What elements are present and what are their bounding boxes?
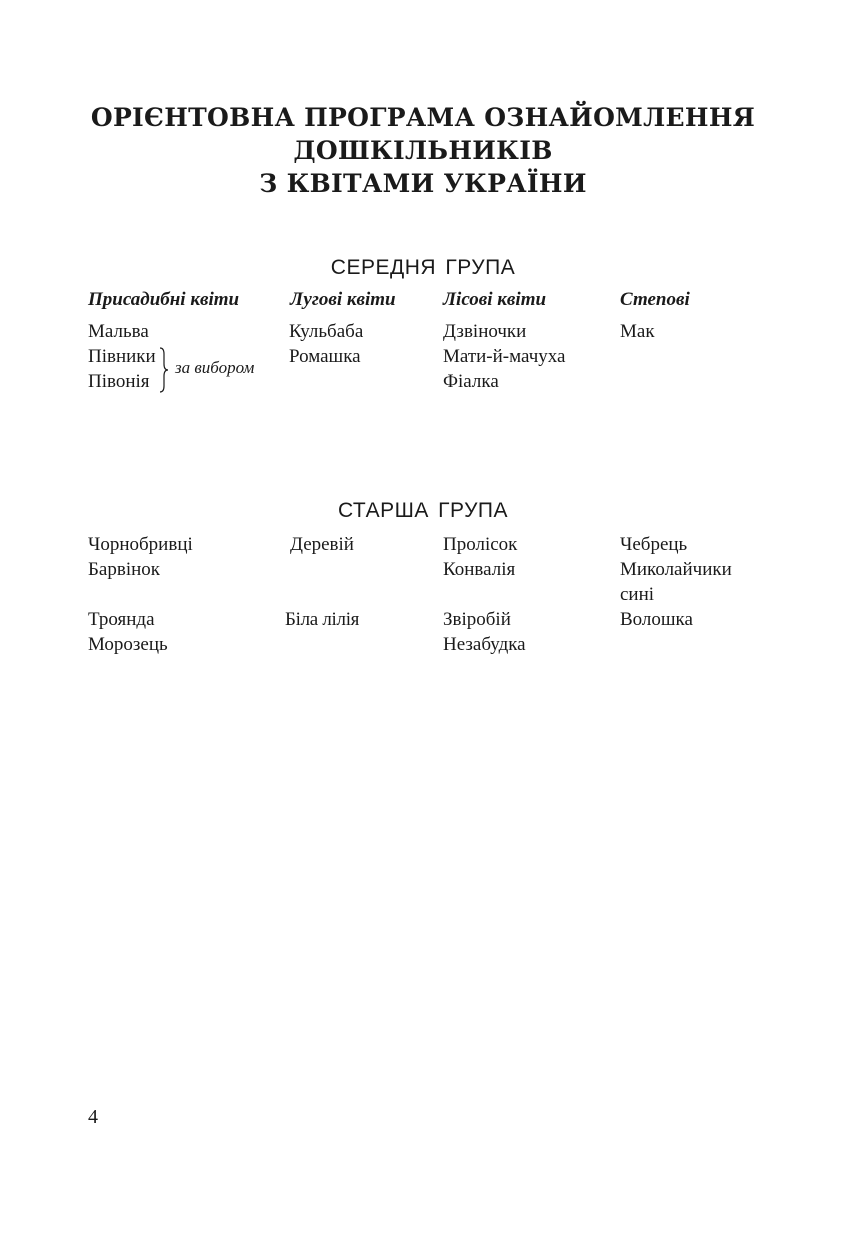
senior-group-heading: СТАРША ГРУПА bbox=[337, 499, 509, 522]
middle-meadow-item: Ромашка bbox=[289, 346, 361, 367]
senior-garden-item: Морозець bbox=[88, 634, 168, 655]
senior-steppe-item: Чебрець bbox=[620, 534, 688, 555]
senior-forest-item: Конвалія bbox=[443, 559, 516, 580]
senior-garden-item: Барвінок bbox=[88, 559, 160, 580]
senior-garden-item: Чорнобривці bbox=[88, 534, 193, 555]
senior-garden-item: Троянда bbox=[88, 609, 155, 630]
middle-meadow-item: Кульбаба bbox=[289, 321, 364, 342]
middle-steppe-item: Мак bbox=[620, 321, 655, 342]
page-title bbox=[0, 101, 846, 200]
column-header-meadow: Лугові квіти bbox=[290, 289, 396, 310]
senior-meadow-item: Біла лілія bbox=[285, 609, 360, 630]
senior-steppe-item: Волошка bbox=[620, 609, 693, 630]
senior-steppe-item: Миколайчики bbox=[620, 559, 732, 580]
senior-meadow-item: Деревій bbox=[290, 534, 354, 555]
senior-forest-item: Незабудка bbox=[443, 634, 526, 655]
column-header-forest: Лісові квіти bbox=[443, 289, 547, 310]
middle-group-heading: СЕРЕДНЯ ГРУПА bbox=[330, 256, 516, 279]
middle-forest-item: Мати-й-мачуха bbox=[443, 346, 566, 367]
middle-forest-item: Фіалка bbox=[443, 371, 499, 392]
column-header-garden: Присадибні квіти bbox=[88, 289, 240, 310]
page-number: 4 bbox=[88, 1106, 98, 1128]
column-header-steppe: Степові bbox=[620, 289, 690, 310]
senior-forest-item: Звіробій bbox=[443, 609, 511, 630]
middle-garden-item: Півники bbox=[88, 346, 156, 367]
title-line-1: ОРІЄНТОВНА ПРОГРАМА ОЗНАЙОМЛЕННЯ bbox=[90, 103, 756, 132]
middle-forest-item: Дзвіночки bbox=[443, 321, 527, 342]
senior-forest-item: Пролісок bbox=[443, 534, 518, 555]
title-line-3: З КВІТАМИ УКРАЇНИ bbox=[259, 169, 587, 198]
middle-garden-item: Півонія bbox=[88, 371, 150, 392]
curly-brace-icon bbox=[158, 346, 170, 394]
choice-note: за вибором bbox=[175, 358, 255, 377]
title-line-2: ДОШКІЛЬНИКІВ bbox=[293, 136, 553, 165]
senior-steppe-item: сині bbox=[620, 584, 655, 605]
middle-garden-item: Мальва bbox=[88, 321, 149, 342]
